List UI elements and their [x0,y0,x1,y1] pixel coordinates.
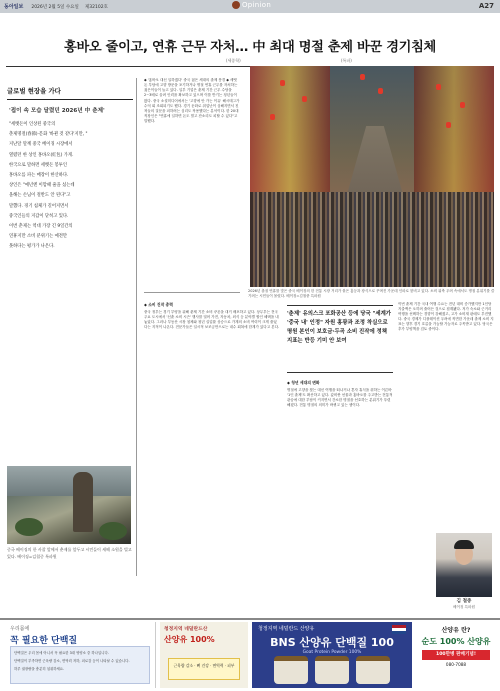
lantern [270,114,275,120]
market-street-photo [250,66,494,287]
ad2-heading: 청정지역 네덜란드산 [164,627,208,632]
ad-divider [0,618,500,620]
column-line: 홍바오를 파는 매장이 한산하다. [9,173,69,179]
ad-goat-milk-order[interactable] [414,622,498,688]
issue-number: 제32102호 [84,4,108,10]
product-jar-icon [356,656,390,684]
ad4-sales-badge: 100만병 판매기념! [422,650,490,660]
article-body-right: 이번 춘제 기간 국내 여행 수요는 전년 대비 증가했지만 1인당 지출액은 오히려 줄어든 것으로 집계됐다. 저가 숙소와 근거리 여행을 선택하는 경향이 강해졌고, 고가 소비재 판매도 부진했다. 중국 경제가 디플레이션 우려에 직면한 가운데 춘제 소비 지표는 향후 경기 흐름을 가늠할 가늠자로 주목받고 있다. 당국은 추가 부양책을 검토 중이다. [398,302,494,332]
column-line: 지난달 말께 중국 베이징 시장에서 [9,142,73,148]
section-label: Opinion [232,1,271,9]
ad1-line: 단백질이 부족하면 근육량 감소, 면역력 저하, 피로감 등이 나타날 수 있습니다. [14,659,130,663]
ad2-headline: 산양유 100% [164,635,215,644]
issue-date: 2026년 2월 5일 수요일 [31,4,79,10]
ad2-benefits: 근육량 감소 · 뼈 건강 · 면역력 · 피부 [168,658,240,680]
column-line: 말했다. 경기 침체가 길어지면서 [9,203,69,209]
ad1-line: 하루 권장량을 충분히 섭취하세요. [14,667,65,671]
column-line: 춘제명절(春節)·문화 '바뀐 것 같다'지만, " [9,132,88,138]
lantern [460,102,465,108]
column-line: 이번 춘제는 역대 가장 긴 9일간의 [9,224,73,230]
author-hair [454,540,474,549]
author-photo [436,533,492,597]
section-divider [144,292,240,293]
photo-sky [7,466,131,496]
product-jar-icon [274,656,308,684]
ad4-headline: 순도 100% 산양유 [421,637,491,646]
product-jar-icon [315,656,349,684]
column-line: 한국으로 말하면 세뱃돈 봉투인 [9,162,68,168]
ad-goat-milk-promo[interactable] [160,622,248,688]
ad1-textbox [10,646,150,684]
lantern [446,122,451,128]
column-line: 연휴지만 소비 분위기는 예전만 [9,234,68,240]
column-title-rule [7,99,133,100]
column-box [5,78,137,576]
lantern [378,88,383,94]
article-body-section2: 명절에 고향을 찾는 대신 여행을 떠나거나 혼자 휴식을 취하는 이른바 '1인 춘제'도 확산하고 있다. 값비싼 선물과 홍바오를 주고받는 전통적 관습에 대한 부담이 커지면서 간소한 명절을 선호하는 분위기가 뚜렷해졌다. 전통 명절의 의미가 바뀌고 있는 셈이다. [287,388,393,408]
byline-right: (특파) [341,58,352,63]
newspaper-logo: 동아일보 [4,4,24,10]
article-headline: 홍바오 줄이고, 연휴 근무 자처… 中 최대 명절 춘제 바꾼 경기침체 [64,40,436,55]
ad-protein-info[interactable] [4,622,156,688]
section-heading: ◆ 청년 세대의 변화 [287,380,320,385]
column-line: 열렸던 한 상인 홍바오(紅包) 가게. [9,152,74,158]
column-line: 올해는 손님이 절반도 안 된다"고 [9,193,71,199]
column-subtitle: '접이 속 모습 달렸던 2026년 中 춘제' [9,108,105,114]
ad-bns-protein[interactable] [252,622,412,688]
article-body-top: ◆ '홍바오 대신 일하겠다' 중국 젊은 세대의 춘제 풍경 ◆ 세뱃돈 부담에 고향 방문을 포기하거나 명절 연휴 근무를 자처하는 젊은이들이 늘고 있다. 일부 기업은 춘제 기간 근무 수당을 2~3배로 올려 인력을 확보하고 있으며 이를 반기는 청년들이 많다. 중국 소셜미디어에서는 '고향에 안 가는 이유' 해시태그가 수억 회 조회되기도 했다. 경기 둔화로 취업난이 심해지면서 친척들의 질문을 피하려는 심리도 작용했다는 분석이다. 한 20대 직장인은 "연휴에 일하면 돈도 벌고 잔소리도 피할 수 있다"고 말했다. [144,78,240,123]
ad3-product-name: BNS 산양유 단백질 100 [270,636,394,649]
lantern [280,80,285,86]
market-photo-caption: 2026년 춘절 연휴를 맞은 중국 베이징의 한 전통 시장 거리가 붉은 홍등과 장식으로 꾸며진 가운데 인파로 붐비고 있다. 소비 위축 우려 속에서도 명절 분위기를 즐기려는 시민들이 몰렸다. 베이징=김철중 특파원 [248,289,495,298]
netherlands-flag-icon [392,625,406,634]
temple-photo [7,466,131,544]
photo-statue [73,472,93,532]
column-line: 못하다는 평가가 나온다. [9,244,55,250]
ad1-line: 단백질은 우리 몸에 아니서 꼭 필요한 3대 영양소 중 하나입니다. [14,651,109,655]
photo-shrub [15,518,43,536]
temple-photo-caption: 중국 베이징의 한 사찰 앞에서 춘제를 앞두고 시민들이 새해 소원을 빌고 있다. 베이징=김철중 특파원 [7,547,132,559]
photo-crowd [250,192,494,287]
ad3-product-english: Goat Protein Powder 100% [302,650,362,655]
byline-left: (세종학) [226,58,241,63]
ad4-question: 산양유 란? [441,627,471,634]
section-dot-icon [232,1,240,9]
lantern [302,96,307,102]
pullquote-rule-bottom [287,372,393,373]
column-line: 상인은 "예년엔 이맘때 줄을 섰는데 [9,183,75,189]
author-role: 베이징 특파원 [453,605,475,609]
pullquote-rule-top [287,305,393,306]
page-number: A27 [478,2,494,10]
ad1-subtitle: 우리몸에 [10,626,30,632]
article-body-section1: 중국 정부는 경기 부양을 위해 춘제 기간 소비 쿠폰을 대거 배포하고 있다. 상무부는 전국 주요 도시에서 '신춘 소비 시즌' 행사를 열어 가전, 자동차, 외식 등 분야별 할인 혜택을 내놓았다. 그러나 부동산 시장 침체와 청년 실업률 상승으로 가계의 소비 여력이 크게 줄었다는 지적이 나온다. 전문가들은 일시적 보조금만으로는 내수 회복에 한계가 있다고 본다. [144,310,280,330]
lantern [360,74,365,80]
page-header [0,0,500,13]
pull-quote: '춘제' 유의스크 포화공산 등에 당국 "세계가 '중국 내' 인정" 자원 홍광과 조정 착실으로 명원 본인이 보호금·두곡 소비 진작에 정책 지표는 반등 기미 안 보여 [287,311,392,344]
lantern [436,84,441,90]
column-line: 중국인들의 지갑이 닫히고 있다. [9,213,69,219]
column-line: "세뱃돈이 인상된 중국의 [9,122,56,127]
ad1-title: 꼭 필요한 단백질 [10,636,78,646]
author-name: 김 철중 [456,599,472,604]
column-title: 글로벌 현장을 가다 [7,87,61,95]
photo-shrub [99,522,127,540]
ad4-phone[interactable]: 080-7088 [445,662,467,667]
ad3-brand: 청정지역 네덜란드 산양유 [258,626,315,632]
section-heading: ◆ 소비 진작 총력 [144,302,173,307]
